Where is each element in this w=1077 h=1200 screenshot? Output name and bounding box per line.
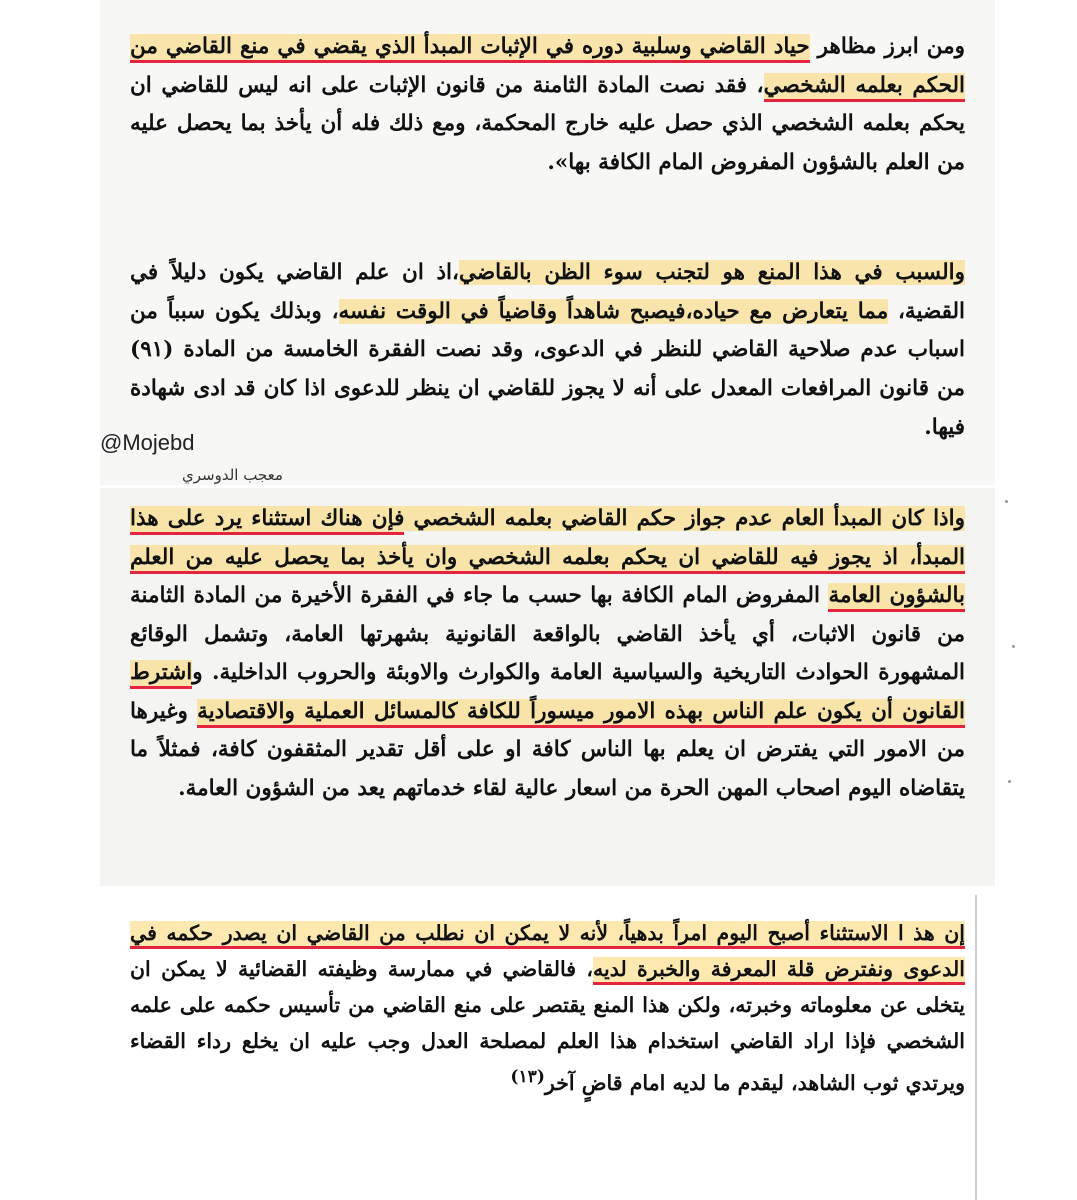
scan-speck [1008,780,1011,783]
paragraph-2-highlight-1: والسبب في هذا المنع هو لتجنب سوء الظن بالقاضي [458,260,965,285]
footnote-reference: (١٣) [510,1067,545,1087]
paragraph-2-body-1: ،اذ ان علم القاضي يكون دليلاً في القضية، [130,260,965,324]
watermark-handle: @Mojebd [100,430,195,455]
paragraph-3 [130,500,965,808]
paragraph-1-highlight: حياد القاضي وسلبية دوره في الإثبات المبدأ الذي يقضي في منع القاضي من الحكم بعلمه الشخصي [130,34,965,102]
paragraph-4 [130,915,965,1101]
paragraph-2-highlight-2: مما يتعارض مع حياده،فيصبح شاهداً وقاضياً في الوقت نفسه [338,298,889,324]
scan-speck [1005,500,1008,503]
paragraph-3-highlight-2: فإن هناك استثناء يرد على هذا المبدأ، اذ يجوز فيه للقاضي ان يحكم بعلمه الشخصي وان يأخذ بما يحصل عليه من العلم بالشؤون العامة [130,506,965,612]
paragraph-3-body-2: وغيرها من الامور التي يفترض ان يعلم بها الناس كافة او على أقل تقدير المثقفون كافة، فمثلاً ما يتقاضاه اليوم اصحاب المهن الحرة من اسعار عالية لقاء خدماتهم يعد من الشؤون العامة. [130,698,965,801]
document-page-1 [100,0,995,485]
paragraph-3-highlight-1: واذا كان المبدأ العام عدم جواز حكم القاضي بعلمه الشخصي [404,506,965,531]
paragraph-2-body-2: ، وبذلك يكون سبباً من اسباب عدم صلاحية القاضي للنظر في الدعوى، وقد نصت الفقرة الخامسة من المادة (٩١) من قانون المرافعات المعدل على أنه لا يجوز للقاضي ان ينظر للدعوى اذا كان قد ادى شهادة فيها. [130,298,965,440]
paragraph-1 [130,28,965,183]
paragraph-2 [130,254,965,448]
paragraph-4-highlight: إن هذ ا الاستثناء أصبح اليوم امراً بدهياً، لأنه لا يمكن ان نطلب من القاضي ان يصدر حكمه في الدعوى ونفترض قلة المعرفة والخبرة لديه [130,921,965,985]
paragraph-3-body-1: المفروض المام الكافة بها حسب ما جاء في الفقرة الأخيرة من المادة الثامنة من قانون الاثبات، أي يأخذ القاضي بالواقعة القانونية بشهرتها العامة، وتشمل الوقائع المشهورة الحوادث التاريخية والسياسية العامة والكوارث والاوبئة والحروب الداخلية. و [130,583,965,685]
paragraph-4-body: ، فالقاضي في ممارسة وظيفته القضائية لا يمكن ان يتخلى عن معلوماته وخبرته، ولكن هذا المنع يقتصر على منع القاضي من تأسيس حكمه على علمه الشخصي فإذا اراد القاضي استخدام هذا العلم لمصلحة العدل وجب عليه ان يخلع رداء القضاء ويرتدي ثوب الشاهد، ليقدم ما لديه امام قاضٍ آخر [130,957,965,1095]
scan-speck [1012,645,1015,648]
paragraph-1-body: ، فقد نصت المادة الثامنة من قانون الإثبات على انه ليس للقاضي ان يحكم بعلمه الشخصي الذي حصل عليه خارج المحكمة، ومع ذلك فله أن يأخذ بما يحصل عليه من العلم بالشؤون المفروض المام الكافة بها». [130,72,965,176]
scan-edge-line [975,895,977,1200]
document-page-3 [100,893,995,1200]
paragraph-1-intro: ومن ابرز مظاهر [809,34,965,59]
paragraph-3-highlight-3: اشترط القانون أن يكون علم الناس بهذه الامور ميسوراً للكافة كالمسائل العملية والاقتصادية [130,660,965,728]
document-page-2 [100,488,995,886]
watermark-name: معجب الدوسري [182,466,283,484]
